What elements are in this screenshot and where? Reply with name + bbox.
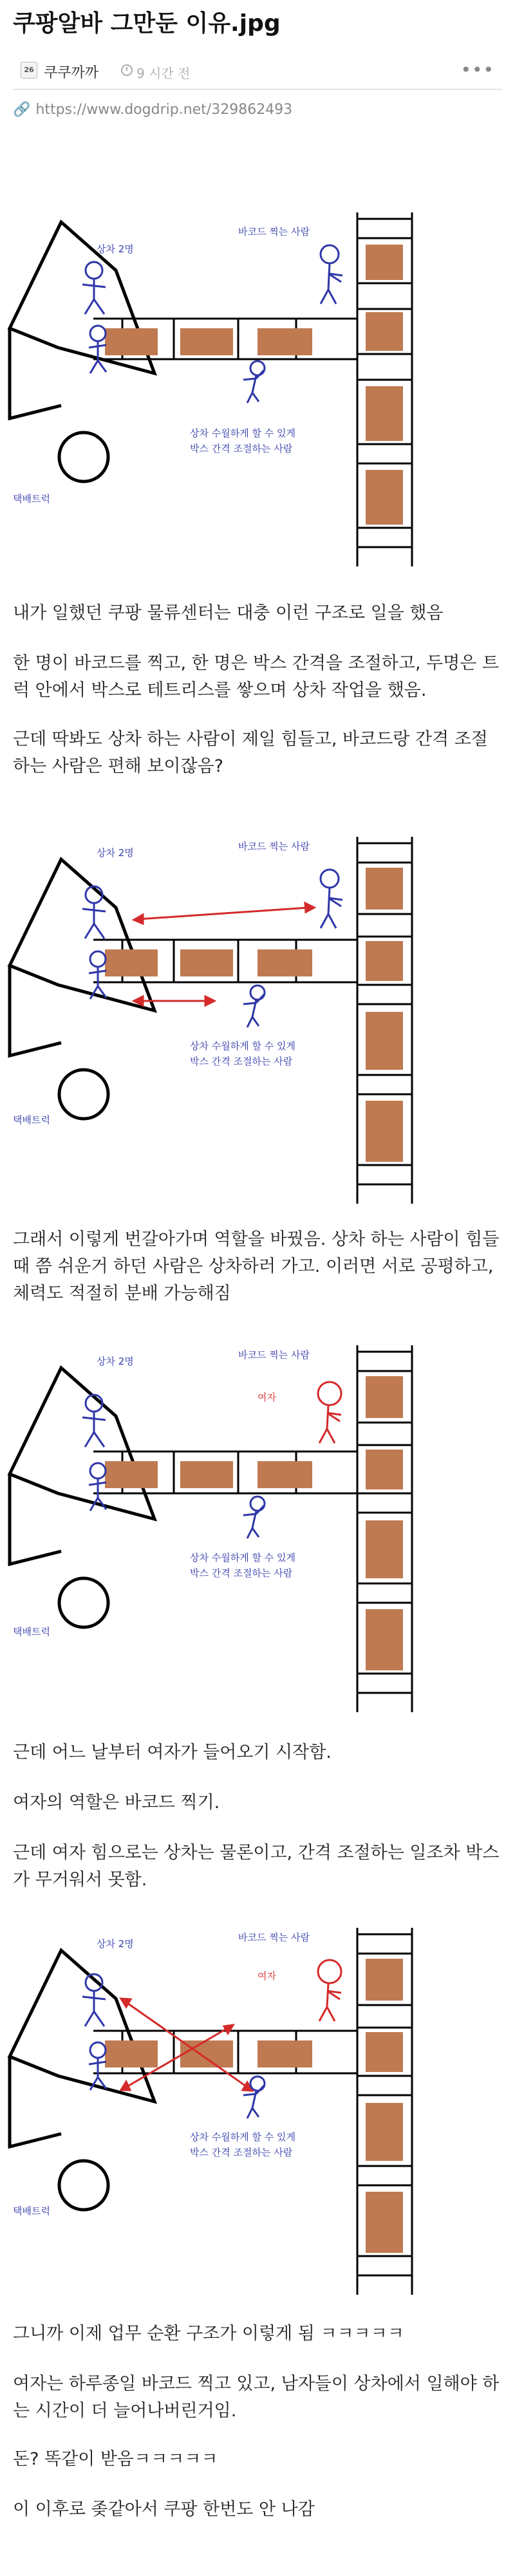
label-barcode: 바코드 찍는 사람 (238, 1349, 310, 1361)
diagram-2 (0, 824, 515, 1210)
label-truck: 택배트럭 (13, 1114, 50, 1126)
paragraph: 그니까 이제 업무 순환 구조가 이렇게 됨 ㅋㅋㅋㅋㅋ (13, 2324, 404, 2344)
post-time: 9 시간 전 (136, 66, 191, 81)
paragraph: 이 이후로 좆같아서 쿠팡 한번도 안 나감 (13, 2499, 315, 2519)
post-meta (13, 53, 502, 89)
label-loaders: 상차 2명 (97, 1938, 134, 1950)
paragraph: 그래서 이렇게 번갈아가며 역할을 바꿨음. 상차 하는 사람이 힘들 때 쯤 쉬운거 하던 사람은 상차하러 가고. 이러면 서로 공평하고, 체력도 적절히 분배 가능해짐 (13, 1229, 500, 1303)
truck-body (10, 1368, 154, 1627)
paragraph: 여자의 역할은 바코드 찍기. (13, 1793, 220, 1813)
post-url[interactable] (13, 102, 292, 118)
label-woman: 여자 (258, 1392, 276, 1403)
label-barcode: 바코드 찍는 사람 (238, 226, 310, 238)
woman-worker (318, 1382, 341, 1443)
paragraph: 돈? 똑같이 받음ㅋㅋㅋㅋㅋ (13, 2449, 218, 2469)
diagram-1 (0, 187, 515, 573)
label-spacer-1: 상차 수월하게 할 수 있게 (190, 2131, 295, 2143)
post-url-text[interactable]: https://www.dogdrip.net/329862493 (35, 102, 293, 118)
truck-body (10, 859, 154, 1119)
label-truck: 택배트럭 (13, 1626, 50, 1638)
label-loaders: 상차 2명 (97, 847, 134, 859)
label-loaders: 상차 2명 (97, 243, 134, 255)
truck-body (10, 1950, 154, 2210)
paragraph: 여자는 하루종일 바코드 찍고 있고, 남자들이 상차에서 일해야 하 는 시간이 더 늘어나버린거임. (13, 2374, 500, 2421)
label-spacer-2: 박스 간격 조절하는 사람 (190, 2147, 293, 2158)
clock-icon (121, 64, 133, 76)
label-loaders: 상차 2명 (97, 1356, 134, 1367)
label-spacer-1: 상차 수월하게 할 수 있게 (190, 1552, 295, 1563)
label-woman: 여자 (258, 1970, 276, 1982)
link-icon: 🔗 (13, 102, 31, 118)
woman-worker (318, 1960, 341, 2021)
diagram-3 (0, 1332, 515, 1719)
paragraph: 근데 여자 힘으로는 상차는 물론이고, 간격 조절하는 일조차 박스 가 무거워서 못함. (13, 1843, 500, 1890)
boxes (105, 1959, 403, 2253)
label-barcode: 바코드 찍는 사람 (238, 841, 310, 852)
meta-divider (13, 89, 502, 90)
more-icon[interactable]: ••• (460, 59, 494, 80)
paragraph: 한 명이 바코드를 찍고, 한 명은 박스 간격을 조절하고, 두명은 트 럭 안에서 박스로 테트리스를 쌓으며 상차 작업을 했음. (13, 653, 500, 700)
paragraph: 근데 어느 날부터 여자가 들어오기 시작함. (13, 1742, 332, 1762)
author-name[interactable]: 쿠쿠까까 (44, 65, 99, 81)
paragraph: 내가 일했던 쿠팡 물류센터는 대충 이런 구조로 일을 했음 (13, 603, 444, 623)
paragraph: 근데 딱봐도 상차 하는 사람이 제일 힘들고, 바코드랑 간격 조절 하는 사람은 편해 보이잖음? (13, 729, 488, 776)
label-spacer-1: 상차 수월하게 할 수 있게 (190, 427, 295, 439)
label-spacer-2: 박스 간격 조절하는 사람 (190, 1567, 293, 1579)
label-spacer-2: 박스 간격 조절하는 사람 (190, 443, 293, 454)
label-barcode: 바코드 찍는 사람 (238, 1932, 310, 1943)
label-spacer-1: 상차 수월하게 할 수 있게 (190, 1040, 295, 1052)
diagram-4 (0, 1915, 515, 2301)
label-truck: 택배트럭 (13, 2205, 50, 2217)
label-truck: 택배트럭 (13, 493, 50, 505)
post-title: 쿠팡알바 그만둔 이유.jpg (13, 10, 281, 37)
author-avatar[interactable]: 26 (21, 62, 37, 79)
label-spacer-2: 박스 간격 조절하는 사람 (190, 1056, 293, 1067)
